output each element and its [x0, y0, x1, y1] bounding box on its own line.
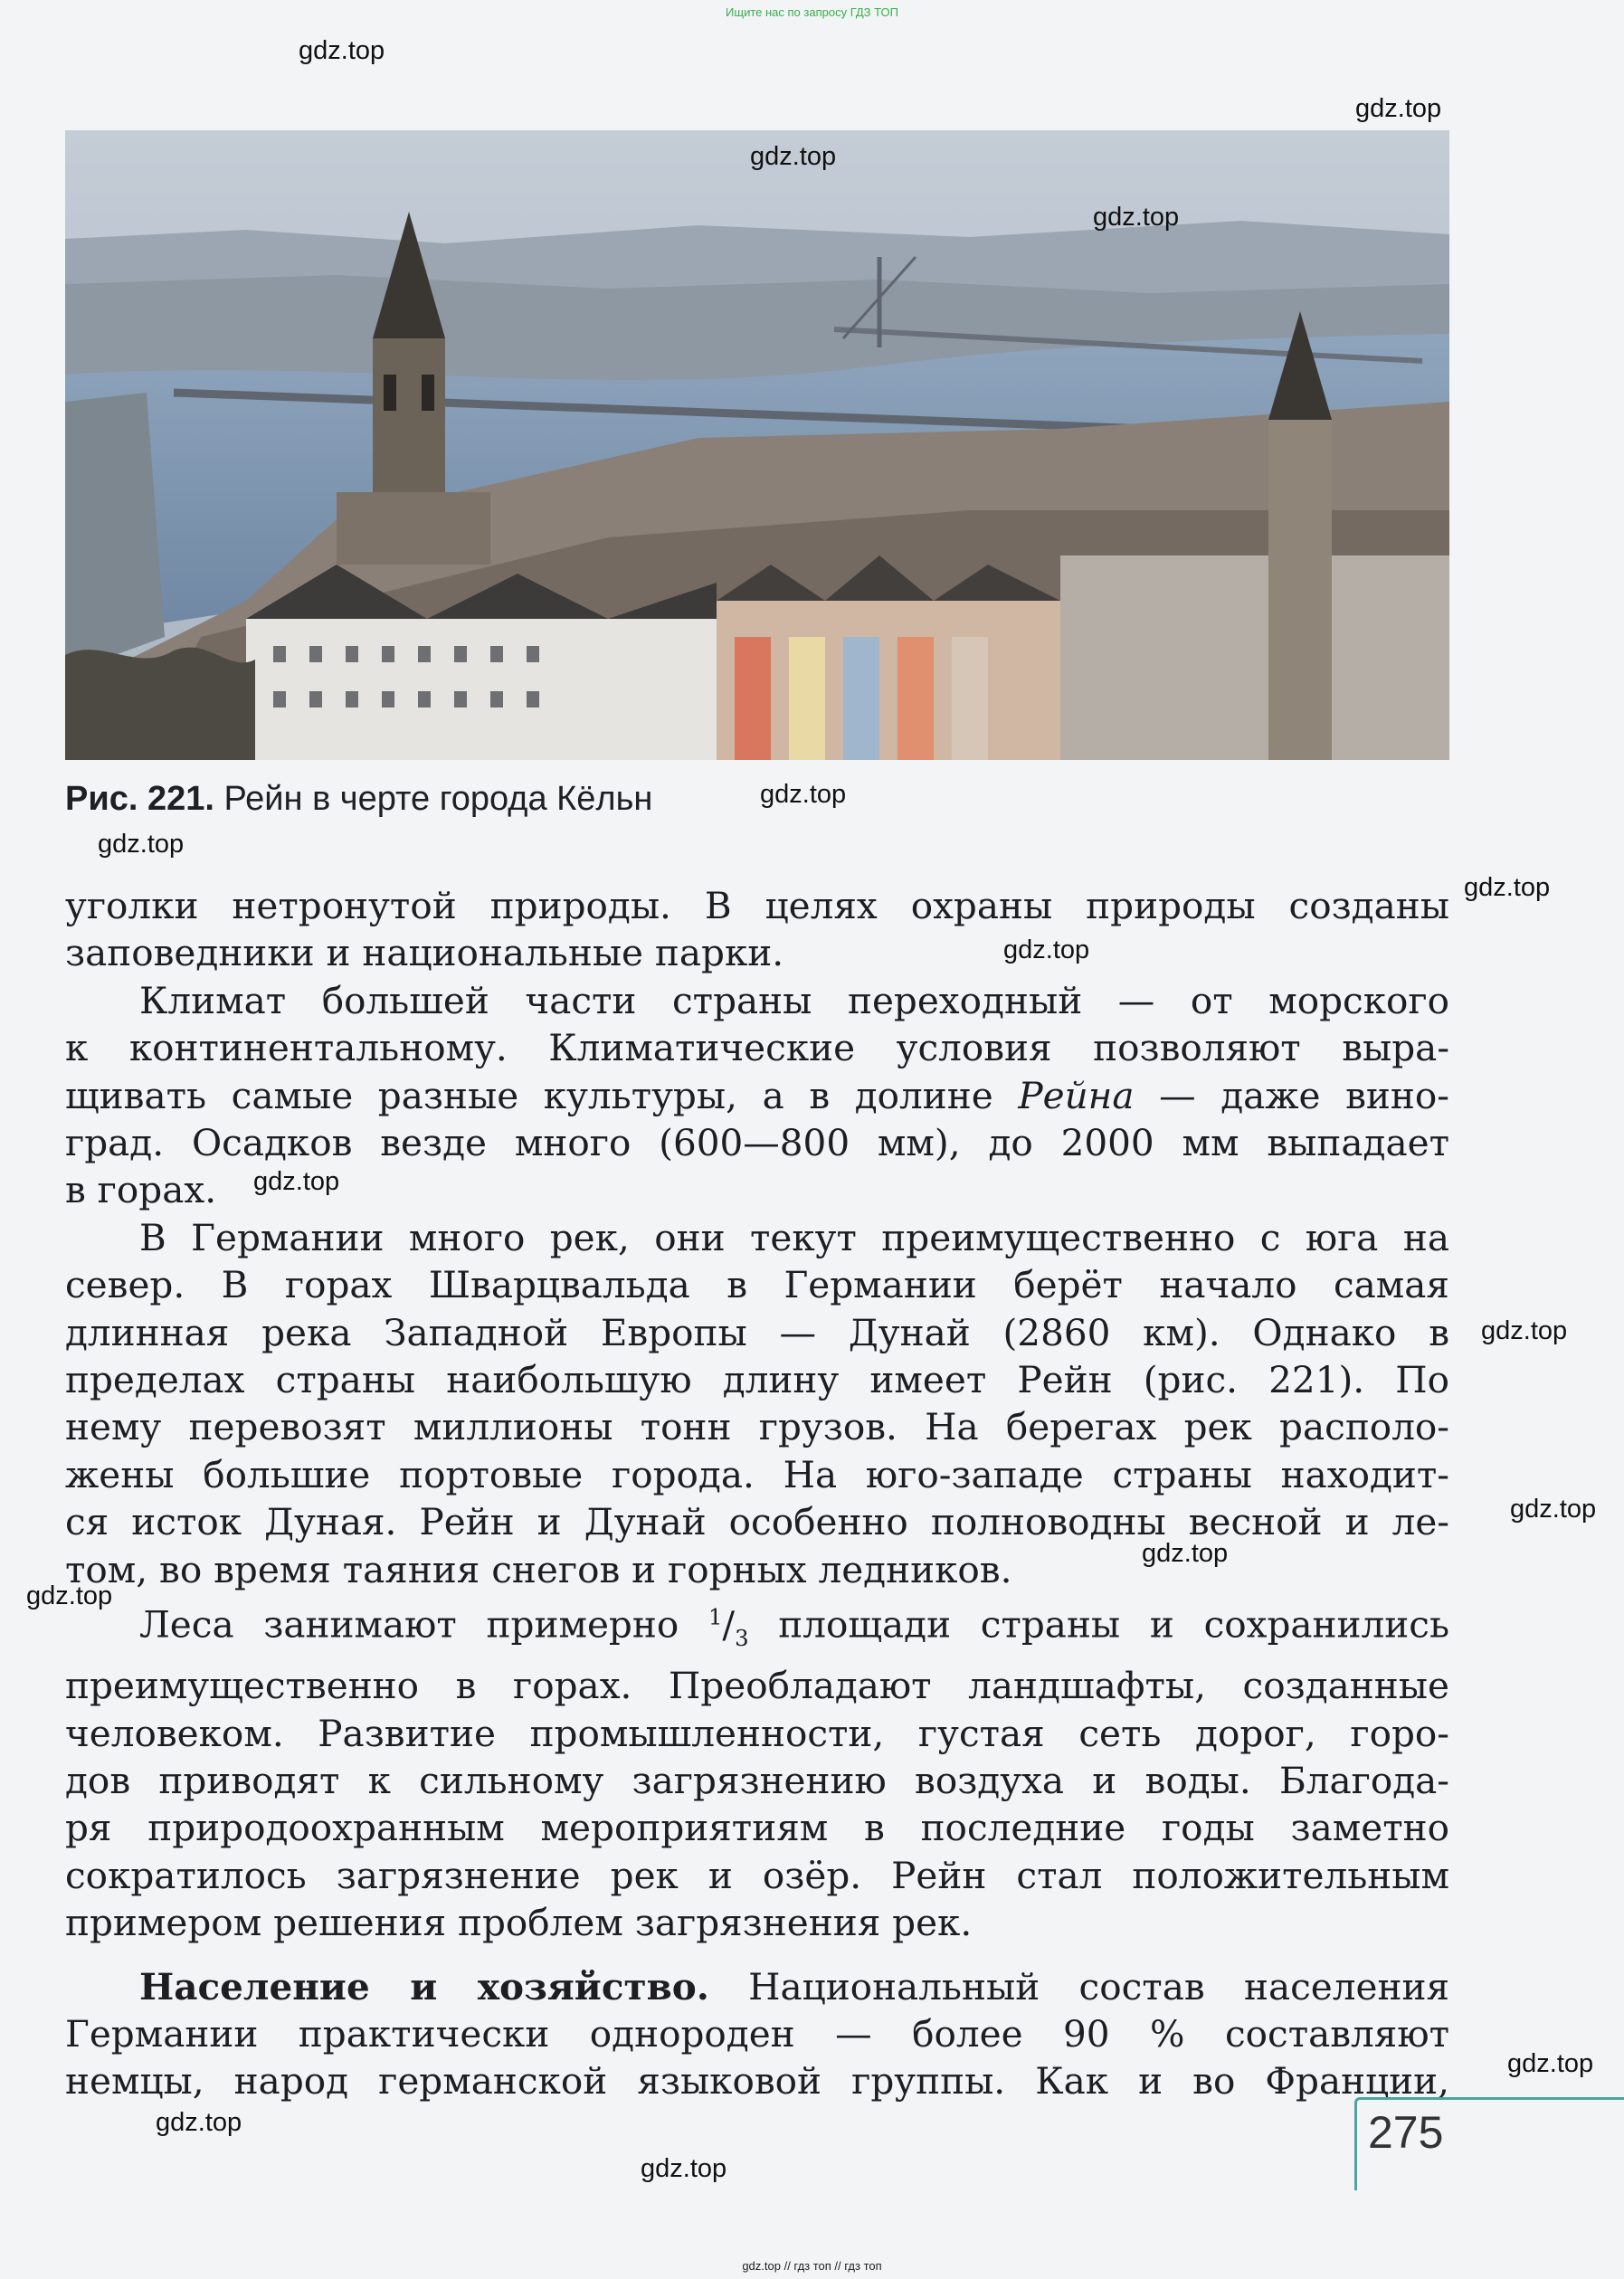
text-line: В Германии много рек, они текут преимущественно с юга на — [139, 1215, 1449, 1259]
watermark: gdz.top — [1142, 1539, 1229, 1568]
text-line: ря природоохранным мероприятиям в последние годы заметно — [65, 1806, 1449, 1850]
text-span: площади страны и сохранились — [748, 1602, 1449, 1647]
italic-term-rhine: Рейна — [1018, 1073, 1135, 1117]
watermark: gdz.top — [156, 2108, 242, 2137]
text-line: жены большие портовые города. На юго-западе страны находит- — [65, 1452, 1449, 1496]
top-banner: Ищите нас по запросу ГДЗ ТОП — [726, 5, 898, 19]
watermark: gdz.top — [1507, 2049, 1594, 2078]
text-line: в горах. — [65, 1168, 217, 1212]
text-line: уголки нетронутой природы. В целях охраны природы созданы — [65, 884, 1449, 927]
fraction-numerator: 1 — [708, 1603, 723, 1630]
watermark: gdz.top — [1355, 94, 1442, 123]
main-text — [65, 882, 1449, 2105]
text-line: человеком. Развитие промышленности, густая сеть дорог, горо- — [65, 1711, 1449, 1755]
text-line: примером решения проблем загрязнения рек. — [65, 1901, 973, 1945]
text-line: заповедники и национальные парки. — [65, 931, 784, 975]
cityscape-illustration — [65, 130, 1449, 760]
text-line — [65, 1072, 1449, 1119]
text-span: Национальный состав населения — [708, 1964, 1449, 2008]
text-span: Леса занимают примерно — [139, 1602, 708, 1647]
watermark: gdz.top — [750, 142, 837, 171]
figure-label: Рис. 221. — [65, 780, 214, 818]
text-line — [65, 1593, 1449, 1662]
text-line: нему перевозят миллионы тонн грузов. На берегах рек располо- — [65, 1405, 1449, 1449]
watermark: gdz.top — [641, 2154, 727, 2183]
text-line: преимущественно в горах. Преобладают ландшафты, созданные — [65, 1664, 1449, 1708]
watermark: gdz.top — [760, 780, 847, 809]
text-line: к континентальному. Климатические условия позволяют выра- — [65, 1026, 1449, 1070]
text-line: север. В горах Шварцвальда в Германии берёт начало самая — [65, 1263, 1449, 1307]
text-line: град. Осадков везде много (600—800 мм), до 2000 мм выпадает — [65, 1121, 1449, 1165]
watermark: gdz.top — [1093, 203, 1180, 232]
figure-photo-cologne-rhine — [65, 130, 1449, 760]
section-heading-population: Население и хозяйство. — [139, 1964, 709, 2008]
text-line: Климат большей части страны переходный — от морского — [139, 978, 1449, 1022]
watermark: gdz.top — [1464, 873, 1551, 902]
text-line: длинная река Западной Европы — Дунай (2860 км). Однако в — [65, 1310, 1449, 1354]
text-span: щивать самые разные культуры, а в долине — [65, 1073, 1019, 1117]
text-span: — даже вино- — [1134, 1073, 1449, 1117]
text-line: немцы, народ германской языковой группы. Как и во Франции, — [65, 2059, 1449, 2103]
watermark: gdz.top — [98, 830, 185, 859]
watermark: gdz.top — [299, 36, 385, 65]
text-line: том, во время таяния снегов и горных ледников. — [65, 1547, 1012, 1591]
fraction-denominator: 3 — [735, 1624, 749, 1651]
fraction-one-third: $^1/_3$ — [708, 1602, 749, 1651]
watermark: gdz.top — [253, 1167, 340, 1196]
footer-banner: gdz.top // гдз топ // гдз топ — [742, 2259, 882, 2273]
watermark: gdz.top — [1003, 935, 1090, 964]
watermark: gdz.top — [1510, 1495, 1597, 1524]
text-line: Германии практически однороден — более 90 % составляют — [65, 2011, 1449, 2056]
figure-caption-text: Рейн в черте города Кёльн — [223, 780, 653, 818]
text-line: ся исток Дуная. Рейн и Дунай особенно полноводны весной и ле- — [65, 1500, 1449, 1544]
text-line: дов приводят к сильному загрязнению воздуха и воды. Благода- — [65, 1758, 1449, 1802]
text-line: сократилось загрязнение рек и озёр. Рейн стал положительным — [65, 1853, 1449, 1897]
page-number: 275 — [1368, 2107, 1444, 2158]
figure-caption — [65, 780, 652, 819]
watermark: gdz.top — [1481, 1316, 1568, 1345]
text-line — [65, 1963, 1449, 2010]
watermark: gdz.top — [26, 1581, 113, 1610]
text-line: пределах страны наибольшую длину имеет Рейн (рис. 221). По — [65, 1358, 1449, 1402]
